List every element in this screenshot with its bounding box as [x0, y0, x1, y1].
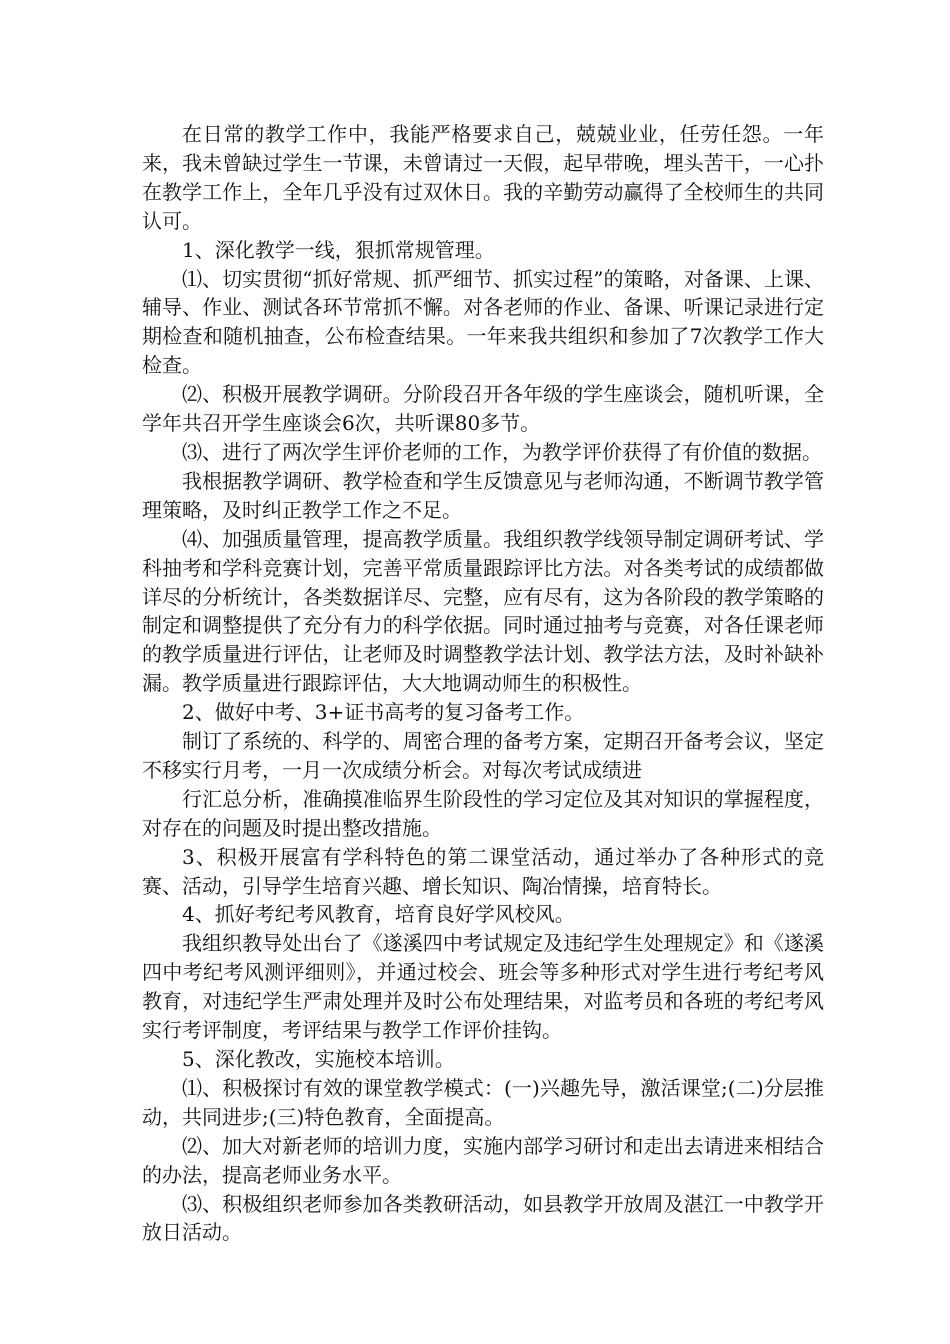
paragraph-exam-analysis: 行汇总分析，准确摸准临界生阶段性的学习定位及其对知识的掌握程度，对存在的问题及时提出整改措施。 — [142, 786, 824, 840]
paragraph-item-5-1: ⑴、积极探讨有效的课堂教学模式：(一)兴趣先导，激活课堂;(二)分层推动，共同进步;(三)特色教育，全面提高。 — [142, 1075, 824, 1129]
heading-section-4: 4、抓好考纪考风教育，培育良好学风校风。 — [182, 902, 575, 927]
paragraph-item-1-3: ⑶、进行了两次学生评价老师的工作，为教学评价获得了有价值的数据。 — [182, 439, 822, 464]
heading-section-1: 1、深化教学一线，狠抓常规管理。 — [182, 237, 495, 262]
paragraph-item-5-2: ⑵、加大对新老师的培训力度，实施内部学习研讨和走出去请进来相结合的办法，提高老师业务水平。 — [142, 1133, 824, 1187]
paragraph-discipline: 我组织教导处出台了《遂溪四中考试规定及违纪学生处理规定》和《遂溪四中考纪考风测评细则》，并通过校会、班会等多种形式对学生进行考纪考风教育，对违纪学生严肃处理并及时公布处理结果，对监考员和各班的考纪考风实行考评制度，考评结果与教学工作评价挂钩。 — [142, 931, 824, 1043]
heading-section-3: 3、积极开展富有学科特色的第二课堂活动，通过举办了各种形式的竞赛、活动，引导学生培育兴趣、增长知识、陶冶情操，培育特长。 — [142, 844, 824, 898]
paragraph-exam-plan: 制订了系统的、科学的、周密合理的备考方案，定期召开备考会议，坚定不移实行月考，一月一次成绩分析会。对每次考试成绩进 — [142, 729, 824, 782]
paragraph-item-5-3: ⑶、积极组织老师参加各类教研活动，如县教学开放周及湛江一中教学开放日活动。 — [142, 1191, 824, 1245]
paragraph-item-1-4: ⑷、加强质量管理，提高教学质量。我组织教学线领导制定调研考试、学科抽考和学科竞赛计划，完善平常质量跟踪评比方法。对各类考试的成绩都做详尽的分析统计，各类数据详尽、完整，应有尽有，这为各阶段的教学策略的制定和调整提供了充分有力的科学依据。同时通过抽考与竞赛，对各任课老师的教学质量进行评估，让老师及时调整教学法计划、教学法方法，及时补缺补漏。教学质量进行跟踪评估，大大地调动师生的积极性。 — [142, 526, 824, 696]
heading-section-2: 2、做好中考、3+证书高考的复习备考工作。 — [182, 700, 585, 725]
document-body — [142, 120, 824, 1247]
paragraph-item-1-1: ⑴、切实贯彻“抓好常规、抓严细节、抓实过程”的策略，对备课、上课、辅导、作业、测试各环节常抓不懈。对各老师的作业、备课、听课记录进行定期检查和随机抽查，公布检查结果。一年来我共组织和参加了7次教学工作大检查。 — [142, 266, 824, 378]
heading-section-5: 5、深化教改，实施校本培训。 — [182, 1047, 455, 1071]
paragraph-feedback: 我根据教学调研、教学检查和学生反馈意见与老师沟通，不断调节教学管理策略，及时纠正教学工作之不足。 — [142, 468, 824, 522]
paragraph-intro: 在日常的教学工作中，我能严格要求自己，兢兢业业，任劳任怨。一年来，我未曾缺过学生一节课，未曾请过一天假，起早带晚，埋头苦干，一心扑在教学工作上，全年几乎没有过双休日。我的辛勤劳动赢得了全校师生的共同认可。 — [142, 122, 824, 233]
paragraph-item-1-2: ⑵、积极开展教学调研。分阶段召开各年级的学生座谈会，随机听课，全学年共召开学生座谈会6次，共听课80多节。 — [142, 382, 824, 436]
